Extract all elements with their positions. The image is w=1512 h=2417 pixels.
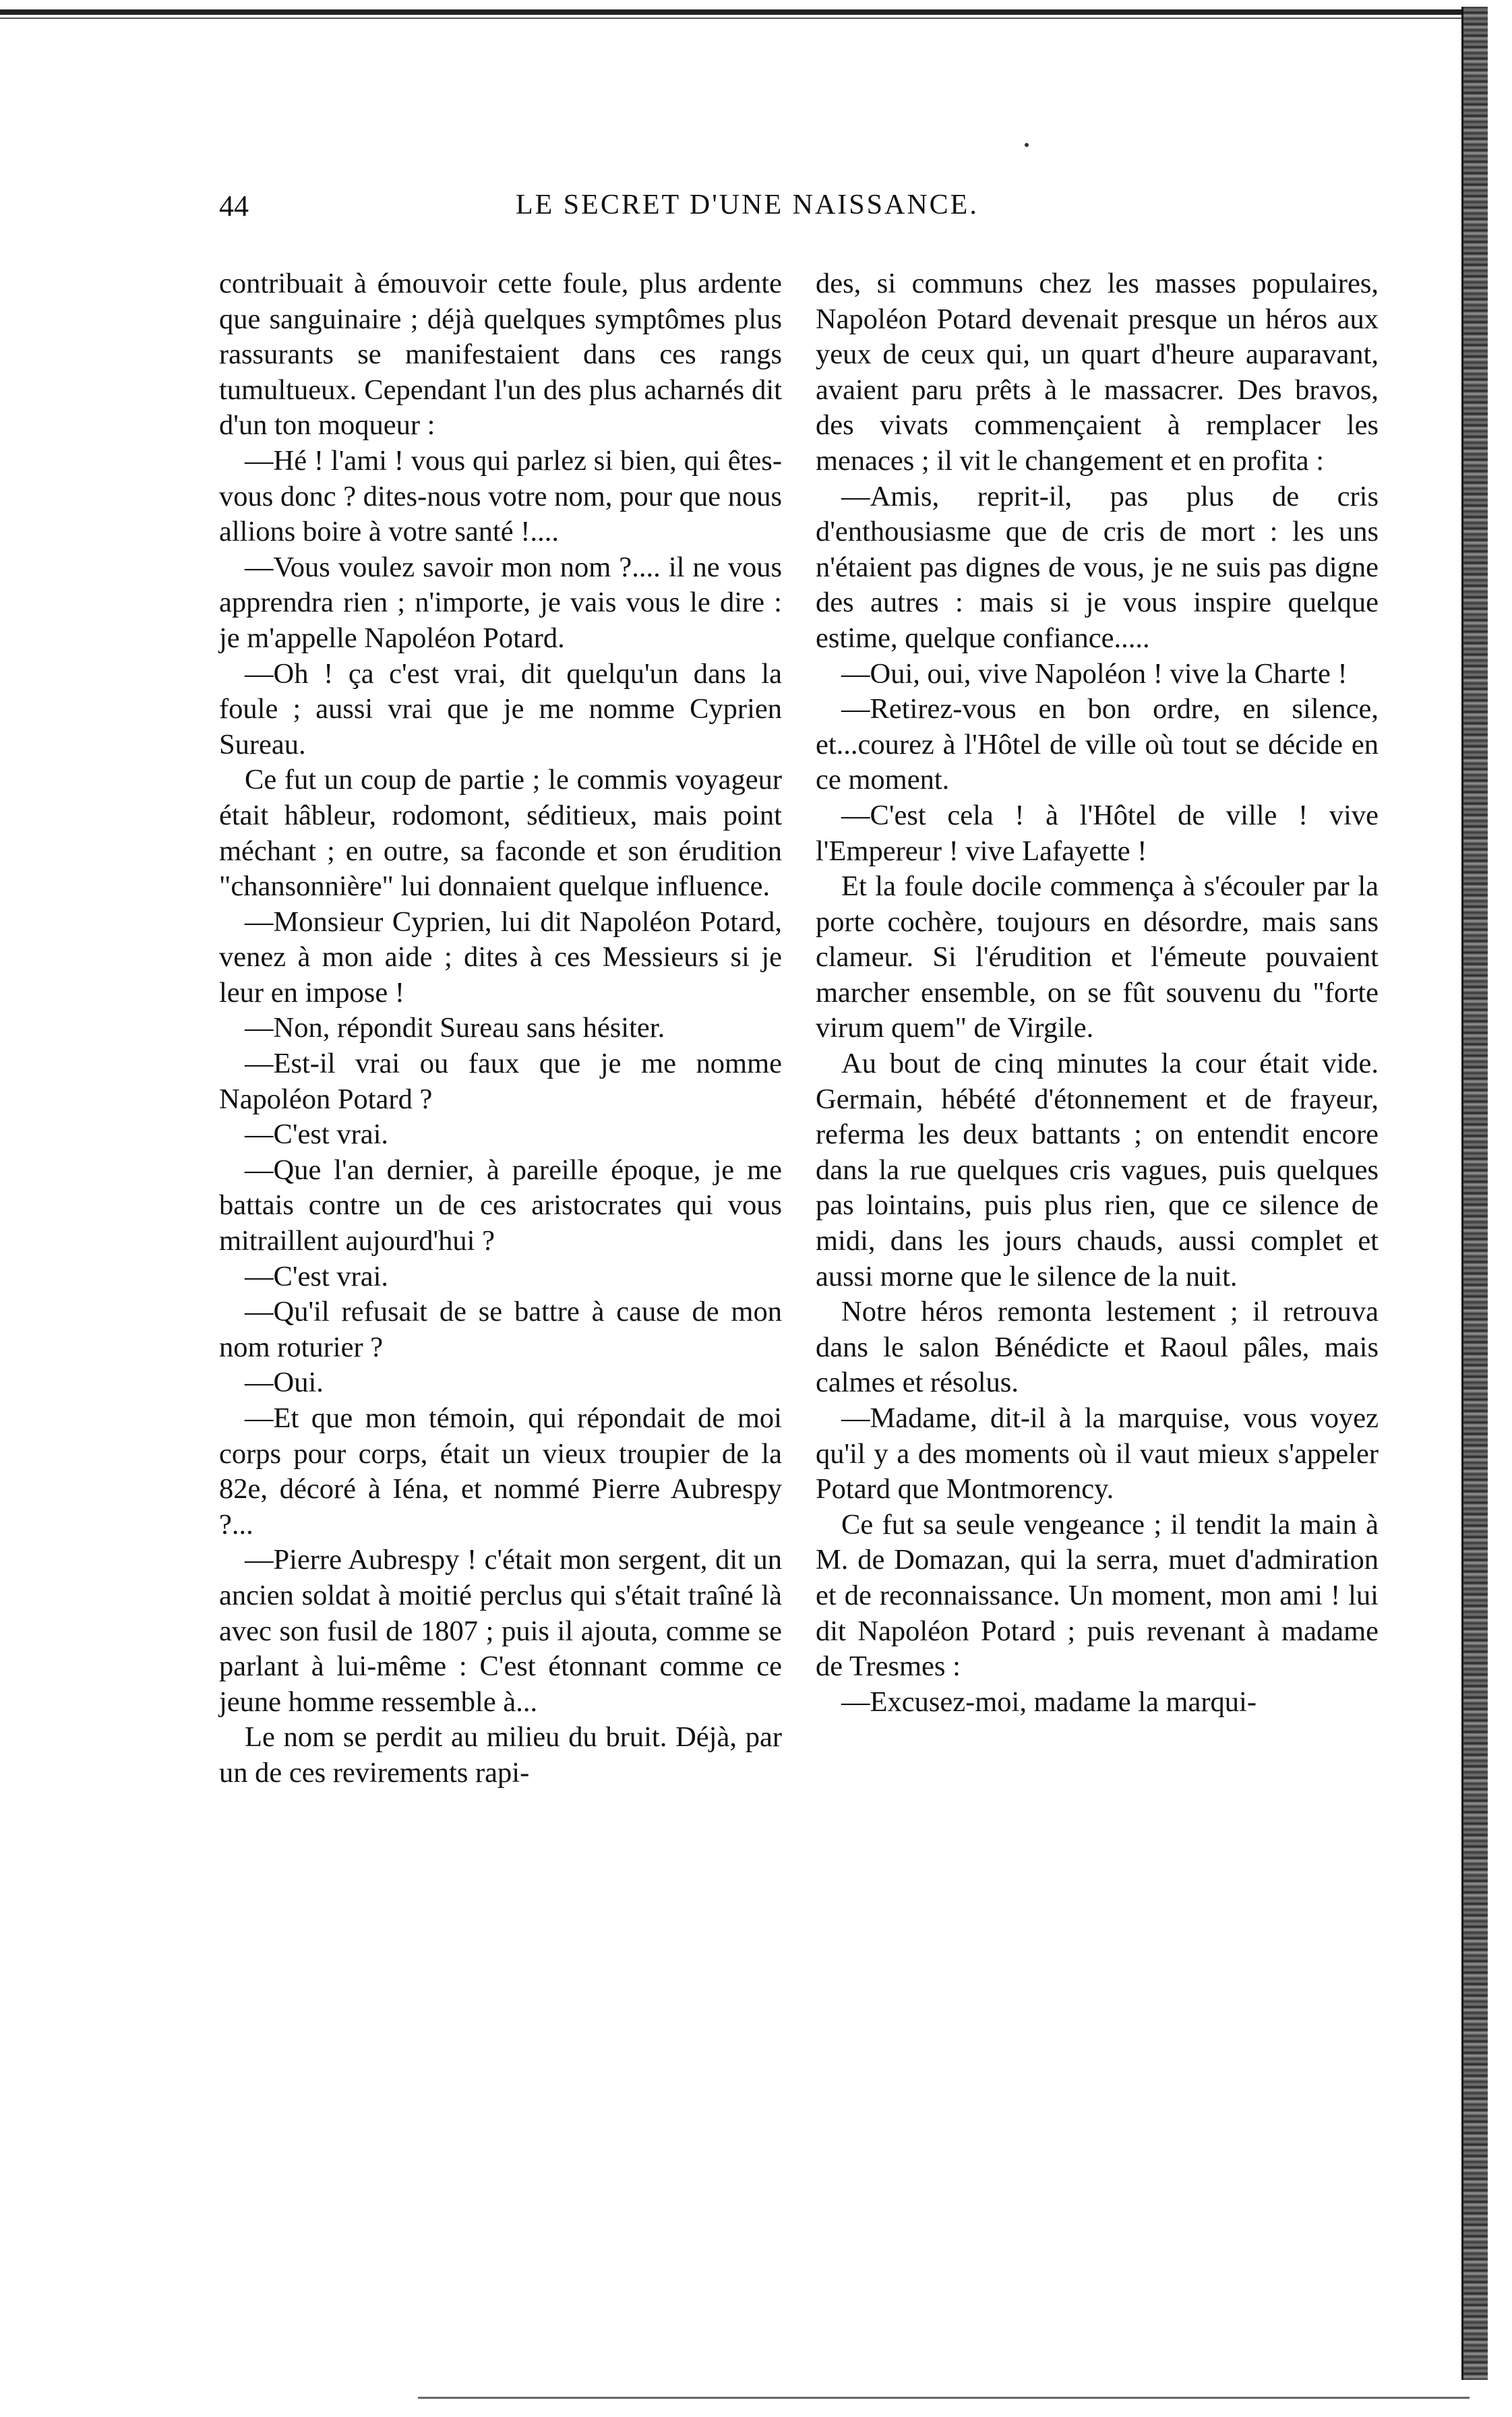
paragraph: Au bout de cinq minutes la cour était vide. Germain, hébété d'étonnement et de frayeur, referma les deux battants ; on entendit encore dans la rue quelques cris vagues, puis quelques pas lointains, puis plus rien, que ce silence de midi, dans les jours chauds, aussi complet et aussi morne que le silence de la nuit.	[816, 1048, 1379, 1292]
paragraph: —Monsieur Cyprien, lui dit Napoléon Potard, venez à mon aide ; dites à ces Messieurs si je leur en impose !	[219, 905, 782, 1009]
paragraph: —Retirez-vous en bon ordre, en silence, et...courez à l'Hôtel de ville où tout se décide en ce moment.	[816, 693, 1379, 796]
paragraph: —Que l'an dernier, à pareille époque, je me battais contre un de ces aristocrates qui vous mitraillent aujourd'hui ?	[219, 1154, 782, 1257]
paragraph: —Oui.	[245, 1367, 324, 1399]
paragraph: —Pierre Aubrespy ! c'était mon sergent, dit un ancien soldat à moitié perclus qui s'était traîné là avec son fusil de 1807 ; puis il ajouta, comme se parlant à lui-même : C'est étonnant comme ce jeune homme ressemble à...	[219, 1544, 782, 1718]
paragraph: —Oui, oui, vive Napoléon ! vive la Charte !	[841, 657, 1348, 690]
paragraph: —Est-il vrai ou faux que je me nomme Napoléon Potard ?	[219, 1048, 782, 1115]
bottom-edge-rule	[418, 2397, 1470, 2399]
paragraph: —Vous voulez savoir mon nom ?.... il ne vous apprendra rien ; n'importe, je vais vous le dire : je m'appelle Napoléon Potard.	[219, 551, 782, 654]
top-border-rule	[0, 9, 1466, 15]
paragraph: Ce fut sa seule vengeance ; il tendit la main à M. de Domazan, qui la serra, muet d'admiration et de reconnaissance. Un moment, mon ami ! lui dit Napoléon Potard ; puis revenant à madame de Tresmes :	[816, 1508, 1379, 1683]
ink-speck	[1025, 143, 1029, 147]
paragraph: Ce fut un coup de partie ; le commis voyageur était hâbleur, rodomont, séditieux, mais point méchant ; en outre, sa faconde et son érudition "chansonnière" lui donnaient quelque influence.	[219, 764, 782, 903]
paragraph: —C'est cela ! à l'Hôtel de ville ! vive l'Empereur ! vive Lafayette !	[816, 799, 1379, 867]
paragraph: —Et que mon témoin, qui répondait de moi corps pour corps, était un vieux troupier de la 82e, décoré à Iéna, et nommé Pierre Aubrespy ?...	[219, 1402, 782, 1541]
paragraph: des, si communs chez les masses populaires, Napoléon Potard devenait presque un héros aux yeux de ceux qui, un quart d'heure auparavant, avaient paru prêts à le massacrer. Des bravos, des vivats commençaient à remplacer les menaces ; il vit le changement et en profita :	[816, 268, 1379, 477]
paragraph: —Oh ! ça c'est vrai, dit quelqu'un dans la foule ; aussi vrai que je me nomme Cyprien Sureau.	[219, 657, 782, 760]
paragraph: —Qu'il refusait de se battre à cause de mon nom roturier ?	[219, 1296, 782, 1363]
page-binding-edge	[1461, 7, 1488, 2380]
page-number: 44	[219, 189, 249, 222]
paragraph: contribuait à émouvoir cette foule, plus ardente que sanguinaire ; déjà quelques symptômes plus rassurants se manifestaient dans ces rangs tumultueux. Cependant l'un des plus acharnés dit d'un ton moqueur :	[219, 268, 782, 442]
running-title: LE SECRET D'UNE NAISSANCE.	[516, 189, 979, 220]
top-border-rule-thin	[0, 18, 1466, 19]
left-text-column	[219, 266, 782, 1791]
paragraph: —C'est vrai.	[245, 1118, 389, 1151]
paragraph: —Non, répondit Sureau sans hésiter.	[245, 1012, 665, 1044]
paragraph: Et la foule docile commença à s'écouler par la porte cochère, toujours en désordre, mais sans clameur. Si l'érudition et l'émeute pouvaient marcher ensemble, on se fût souvenu du "forte virum quem" de Virgile.	[816, 870, 1379, 1044]
paragraph: Le nom se perdit au milieu du bruit. Déjà, par un de ces revirements rapi-	[219, 1721, 782, 1789]
paragraph: —Amis, reprit-il, pas plus de cris d'enthousiasme que de cris de mort : les uns n'étaient pas dignes de vous, je ne suis pas digne des autres : mais si je vous inspire quelque estime, quelque confiance.....	[816, 480, 1379, 654]
paragraph: —C'est vrai.	[245, 1260, 389, 1292]
paragraph: Notre héros remonta lestement ; il retrouva dans le salon Bénédicte et Raoul pâles, mais calmes et résolus.	[816, 1296, 1379, 1399]
paragraph: —Hé ! l'ami ! vous qui parlez si bien, qui êtes-vous donc ? dites-nous votre nom, pour que nous allions boire à votre santé !....	[219, 444, 782, 548]
paragraph: —Madame, dit-il à la marquise, vous voyez qu'il y a des moments où il vaut mieux s'appeler Potard que Montmorency.	[816, 1402, 1379, 1505]
right-text-column	[816, 266, 1379, 1720]
paragraph: —Excusez-moi, madame la marqui-	[841, 1685, 1257, 1718]
